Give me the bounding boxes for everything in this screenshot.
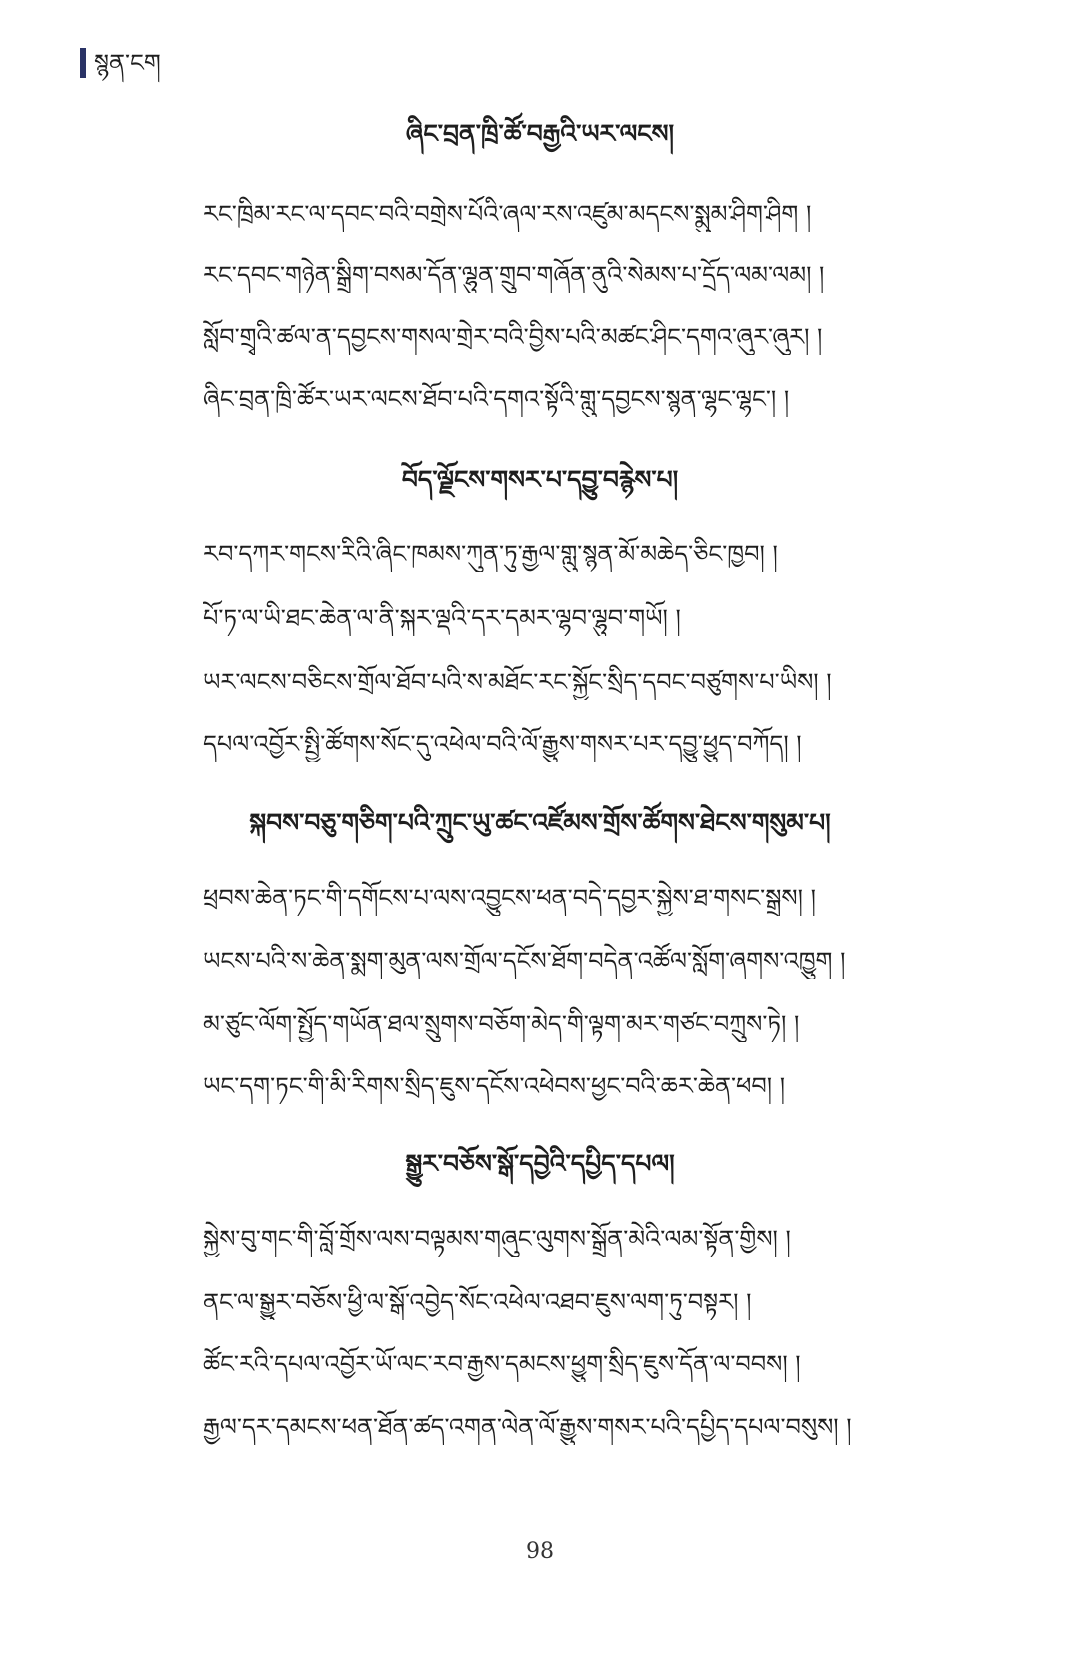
verse-line: ནང་ལ་སྒྱུར་བཅོས་ཕྱི་ལ་སྒོ་འབྱེད་སོང་འཕེལ་འཐབ་ཇུས་ལག་ཏུ་བསྟར། །: [203, 1288, 752, 1316]
verse-line: ཡང་དག་ཏང་གི་མི་རིགས་སྲིད་ཇུས་དངོས་འཕེབས་ཕྱང་བའི་ཆར་ཆེན་ཕབ། །: [203, 1072, 786, 1100]
verse-line: མ་ཙུང་ལོག་སྤྱོད་གཡོན་ཐལ་སྲུགས་བཅོག་མེད་གི་ལྟག་མར་གཙང་བཀྲུས་ཏེ། །: [203, 1010, 800, 1038]
verse-line: ཚོང་རའི་དཔལ་འབྱོར་ཡོ་ལང་རབ་རྒྱས་དམངས་ཕྱུག་སྲིད་ཇུས་དོན་ལ་བབས། །: [203, 1350, 801, 1378]
verse-line: རང་དབང་གཉེན་སྒྲིག་བསམ་དོན་ལྷུན་གྲུབ་གཞོན་ནུའི་སེམས་པ་དྲོད་ལམ་ལམ། །: [203, 261, 825, 289]
verse-line: ཡངས་པའི་ས་ཆེན་སྨག་མུན་ལས་གྲོལ་དངོས་ཐོག་བདེན་འཚོལ་སློག་ཞགས་འཁྱུག །: [203, 947, 846, 975]
verse-line: ཡར་ལངས་བཅིངས་གྲོལ་ཐོབ་པའི་ས་མཐོང་རང་སྐྱོང་སྲིད་དབང་བཙུགས་པ་ཡིས། །: [203, 668, 832, 696]
verse-line: སློབ་གྲྭའི་ཚལ་ན་དབྱངས་གསལ་གྲེར་བའི་བྱིས་པའི་མཚང་ཤིང་དགའ་ཞུར་ཞུར། །: [203, 323, 823, 351]
verse-line: སྐྱེས་བུ་གང་གི་བློ་གྲོས་ལས་བལྟམས་གཞུང་ལུགས་སྒྲོན་མེའི་ལམ་སྟོན་གྱིས། །: [203, 1225, 791, 1253]
poem-title: སྐབས་བཅུ་གཅིག་པའི་ཀྲུང་ཡུ་ཚང་འཛོམས་གྲོས་ཚོགས་ཐེངས་གསུམ་པ།: [249, 808, 831, 837]
header-title: སྙན་ངག: [94, 49, 161, 77]
page-number: 98: [526, 1539, 554, 1564]
verse-line: ཕྲབས་ཆེན་ཏང་གི་དགོངས་པ་ལས་འབྱུངས་ཕན་བདེ་དབྱར་སྐྱེས་ཐ་གསང་སྒྲས། །: [203, 884, 816, 912]
verse-line: དཔལ་འབྱོར་སྤྱི་ཚོགས་སོང་དུ་འཕེལ་བའི་ལོ་རྒྱུས་གསར་པར་དབྱུ་ཕྱུད་བཀོད། །: [203, 730, 802, 758]
poem-title: ཞིང་བྲན་ཁྲི་ཚོ་བརྒྱའི་ཡར་ལངས།: [405, 119, 675, 148]
verse-line: རང་ཁྲིམ་རང་ལ་དབང་བའི་བགྲེས་པོའི་ཞལ་རས་འཛུམ་མདངས་སྨུམ་ཤིག་ཤིག །: [203, 200, 812, 228]
header-accent-bar: [80, 48, 86, 78]
verse-line: པོ་ཏ་ལ་ཡི་ཐང་ཆེན་ལ་ནི་སྐར་ལྡའི་དར་དམར་ལྷབ་ལྷུབ་གཡོ། །: [203, 604, 681, 632]
running-header: [80, 48, 161, 78]
verse-line: ཞིང་བྲན་ཁྲི་ཚོར་ཡར་ལངས་ཐོབ་པའི་དགའ་སྟོའི་གླུ་དབྱངས་སྙན་ལྷང་ལྷང་། །: [203, 385, 790, 413]
poem-title: སྒྱུར་བཅོས་སྒོ་དབྱེའི་དཔྱིད་དཔལ།: [405, 1149, 675, 1178]
verse-line: རབ་དཀར་གངས་རིའི་ཞིང་ཁམས་ཀུན་ཏུ་རྒྱལ་གླུ་སྙན་མོ་མཆེད་ཅིང་ཁྱབ། །: [203, 540, 778, 568]
poem-title: བོད་ལྗོངས་གསར་པ་དབྱུ་བརྙེས་པ།: [401, 465, 679, 494]
verse-line: རྒྱལ་དར་དམངས་ཕན་ཐོན་ཚད་འགན་ལེན་ལོ་རྒྱུས་གསར་པའི་དཔྱིད་དཔལ་བསུས། །: [203, 1413, 852, 1441]
